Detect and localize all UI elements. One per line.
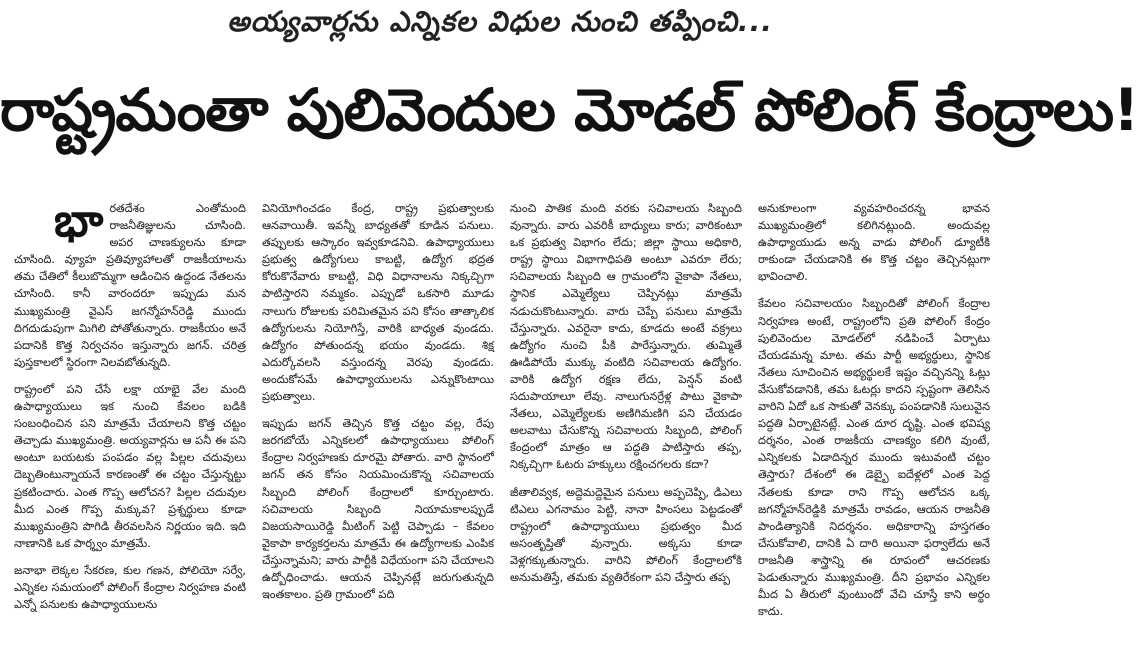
paragraph: నుంచి పాతిక మంది వరకు సచివాలయ సిబ్బంది వున్నారు. వారు ఎవరికీ బాధ్యులు కారు; వారికంటూ ఒక ప్రభుత్వ విభాగం లేదు; జిల్లా స్థాయి అధికారి, రాష్ట్ర స్థాయి విభాగాధిపతి అంటూ ఎవరూ లేరు; సచివాలయ సిబ్బంది ఆ గ్రామంలోని వైకాపా నేతలు, స్థానిక ఎమ్మెల్యేలు చెప్పినట్లు మాత్రమే నడుచుకొంటున్నారు. వారు చెప్పే పనులు మాత్రమే చేస్తున్నారు. ఎవరైనా కాదు, కూడదు అంటే వక్ర్రలు ఉద్యోగం నుంచి పీకి పారేస్తున్నారు. తుమ్మితే ఊడిపోయే ముక్కు వంటిది సచివాలయ ఉద్యోగం. వారికి ఉద్యోగ రక్షణ లేదు, పెన్షన్ వంటి సదుపాయాలూ లేవు. నాలుగునర్రేళ్ల పాటు వైకాపా నేతలు, ఎమ్మెల్యేలకు అణిగిమణిగి పని చేయడం అలవాటు చేసుకొన్న సచివాలయ సిబ్బంది, పోలింగ్ కేంద్రంలో మాత్రం ఆ పద్ధతి పాటిస్తారు తప్ప, నిక్కచ్చిగా ఓటరు హక్కులు రక్షించగలరు కదా?: [510, 202, 742, 472]
paragraph-text: రతదేశం ఎంతోమంది రాజనీతిజ్ఞులను చూసింది. అపర చాణక్యులను కూడా చూసింది. వ్యూహ ప్రతివ్యూహాలతో రాజకీయాలను తమ చేతిలో కీలుబొమ్మగా ఆడించిన ఉద్దండ నేతలను చూసింది. కానీ వారందరూ ఇప్పుడు మన ముఖ్యమంత్రి వైఎస్ జగన్మోహన్‌రెడ్డి ముందు దిగదుడుపుగా మిగిలి పోతోతున్నారు. రాజకీయం అనే పదానికి కొత్త నిర్వచనం ఇస్తున్నారు జగన్. చరిత్ర పుస్తకాలలో స్థిరంగా నిలవబోతున్నది.: [14, 202, 246, 369]
paragraph: కేవలం సచివాలయం సిబ్బందితో పోలింగ్ కేంద్రాల నిర్వహణ అంటే, రాష్ట్రంలోని ప్రతి పోలింగ్ కేంద్రం పులివెందుల మోడల్‌లో నడిపించే ఏర్పాటు చేయడమన్న మాట. తమ పార్టీ అభ్యర్థులు, స్థానిక నేతలు సూచించిన అభ్యర్థులకే ఇష్టం వచ్చినన్ని ఓట్లు వేసుకోవడానికి, తమ ఓటర్లు కాదని స్పష్టంగా తెలిసిన వారిని ఏదో ఒక సాకుతో వెనక్కు పంపడానికి సులువైన పద్ధతి ఏర్పాటైనట్లే. ఎంత దూర దృష్టి. ఎంత భవిష్య దర్శనం, ఎంత రాజకీయ చాణక్యం కలిగి వుంటే, ఎన్నికలకు ఏడాదిన్నర ముందు ఇటువంటి చట్టం తెస్తారు? దేశంలో ఈ డెబ్బై ఐదేళ్లలో ఎంత పెద్ద నేతలకు కూడా రాని గొప్ప ఆలోచన ఒక్క జగన్మోహన్‌రెడ్డికి మాత్రమే రావడం, ఆయన రాజనీతి పాండిత్యానికి నిదర్శనం. అధికారాన్ని హస్తగతం చేసుకోవాలి, దానికి ఏ దారి అయినా ఫర్వాలేదు అనే రాజనీతి శాస్త్రాన్ని ఈ రూపంలో ఆచరణకు పెడుతున్నారు ముఖ్యమంత్రి. దీని ప్రభావం ఎన్నికల మీద ఏ తీరులో వుంటుందో వేచి చూస్తే కాని అర్థం కాదు.: [758, 297, 990, 619]
article-column-2: [262, 200, 494, 647]
paragraph: [14, 193, 246, 371]
paragraph: అనుకూలంగా వ్యవహరించరన్న భావన ముఖ్యమంత్రిలో కలిగినట్లుంది. అందువల్ల ఉపాధ్యాయుడు అన్న వాడు పోలింగ్ డ్యూటీకి రాకుండా చేయడానికి ఈ కొత్త చట్టం తెచ్చినట్లుగా భావించాలి.: [758, 202, 990, 284]
paragraph: రాష్ట్రంలో పని చేసే లక్షా యాభై వేల మంది ఉపాధ్యాయులు ఇక నుంచి కేవలం బడికి సంబంధించిన పని మాత్రమే చేయాలని కొత్త చట్టం తెచ్చాడు ముఖ్యమంత్రి. అయ్యవార్లను ఆ పనీ ఈ పని అంటూ బయటకు పంపడం వల్ల పిల్లల చదువులు దెబ్బతింటున్నాయనే కారణంతో ఈ చట్టం చేస్తున్నట్టు ప్రకటించారు. ఎంత గొప్ప ఆలోచన? పిల్లల చదువుల మీద ఎంత గొప్ప మక్కువ? ప్రశ్నర్థులు కూడా ముఖ్యమంత్రిని పొగిడి తీరవలసిన నిర్ణయం ఇది. ఇది నాణానికి ఒక పార్శ్వం మాత్రమే.: [14, 382, 246, 550]
paragraph: వినియోగించడం కేంద్ర, రాష్ట్ర ప్రభుత్వాలకు ఆనవాయితీ. ఇవన్నీ బాధ్యతతో కూడిన పనులు. తప్పులకు ఆస్కారం ఇవ్వకూడనివి. ఉపాధ్యాయులు ప్రభుత్వ ఉద్యోగులు కాబట్టి, ఉద్యోగ భద్రత కోరుకొనేవారు కాబట్టి, విధి విధానాలను నిక్కచ్చిగా పాటిస్తారని నమ్మకం. ఎప్పుడో ఒకసారి మూడు నాలుగు రోజులకు పరిమితమైన పని కోసం తాత్కాలిక ఉద్యోగులను నియోగిస్తే, వారికి బాధ్యత వుండదు. ఉద్యోగం పోతుందన్న భయం వుండదు. శిక్ష ఎదుర్కోవలసి వస్తుందన్న వెరపు వుండదు. అందుకోసమే ఉపాధ్యాయులను ఎన్నుకొంటాయి ప్రభుత్వాలు.: [262, 202, 494, 404]
article-headline: రాష్ట్రమంతా పులివెందుల మోడల్ పోలింగ్ కేంద్రాలు!: [0, 76, 1139, 144]
article-column-4: [758, 200, 990, 647]
article-body: [14, 193, 990, 647]
article-column-3: [510, 200, 742, 647]
paragraph: జనాభా లెక్కల సేకరణ, కుల గణన, పోలియో సర్వే, ఎన్నికల సమయంలో పోలింగ్ కేంద్రాల నిర్వహణ వంటి ఎన్నో పనులకు ఉపాధ్యాయులను: [14, 563, 246, 612]
paragraph: జీతాలివ్వక, అద్దెమద్దెమైన పనులు అప్పచెప్పి, డిఎలు టిఎలు ఎగనామం పెట్టి, నానా హింసలు పెట్టడంతో రాష్ట్రంలో ఉపాధ్యాయులు ప్రభుత్వం మీద అసంతృప్తితో వున్నారు. అక్కసు కూడా వెళ్లగక్కుతున్నారు. వారిని పోలింగ్ కేంద్రాలలోకి అనుమతిస్తే, తమకు వ్యతిరేకంగా పని చేస్తారు తప్ప: [510, 485, 742, 584]
article-kicker: అయ్యవార్లను ఎన్నికల విధుల నుంచి తప్పించి...: [227, 5, 773, 38]
paragraph: ఇప్పుడు జగన్ తెచ్చిన కొత్త చట్టం వల్ల, రేపు జరగబోయే ఎన్నికలలో ఉపాధ్యాయులు పోలింగ్ కేంద్రాల నిర్వహణకు దూరమై పోతారు. వారి స్థానంలో జగన్ తన కోసం నియమించుకొన్న సచివాలయ సిబ్బంది పోలింగ్ కేంద్రాలలో కూర్చుంటారు. సచివాలయ సిబ్బంది నియామకాలప్పుడే విజయసాయిరెడ్డి మీటింగ్ పెట్టి చెప్పాడు – కేవలం వైకాపా కార్యకర్తలను మాత్రమే ఈ ఉద్యోగాలకు ఎంపిక చేస్తున్నామని; వారు పార్టీకి విధేయంగా పని చేయాలని ఉద్బోధించాడు. ఆయన చెప్పినట్లే జరుగుతున్నది ఇంతకాలం. ప్రతి గ్రామంలో పది: [262, 417, 494, 602]
article-column-1: [14, 193, 246, 647]
drop-cap: భా: [54, 193, 104, 247]
